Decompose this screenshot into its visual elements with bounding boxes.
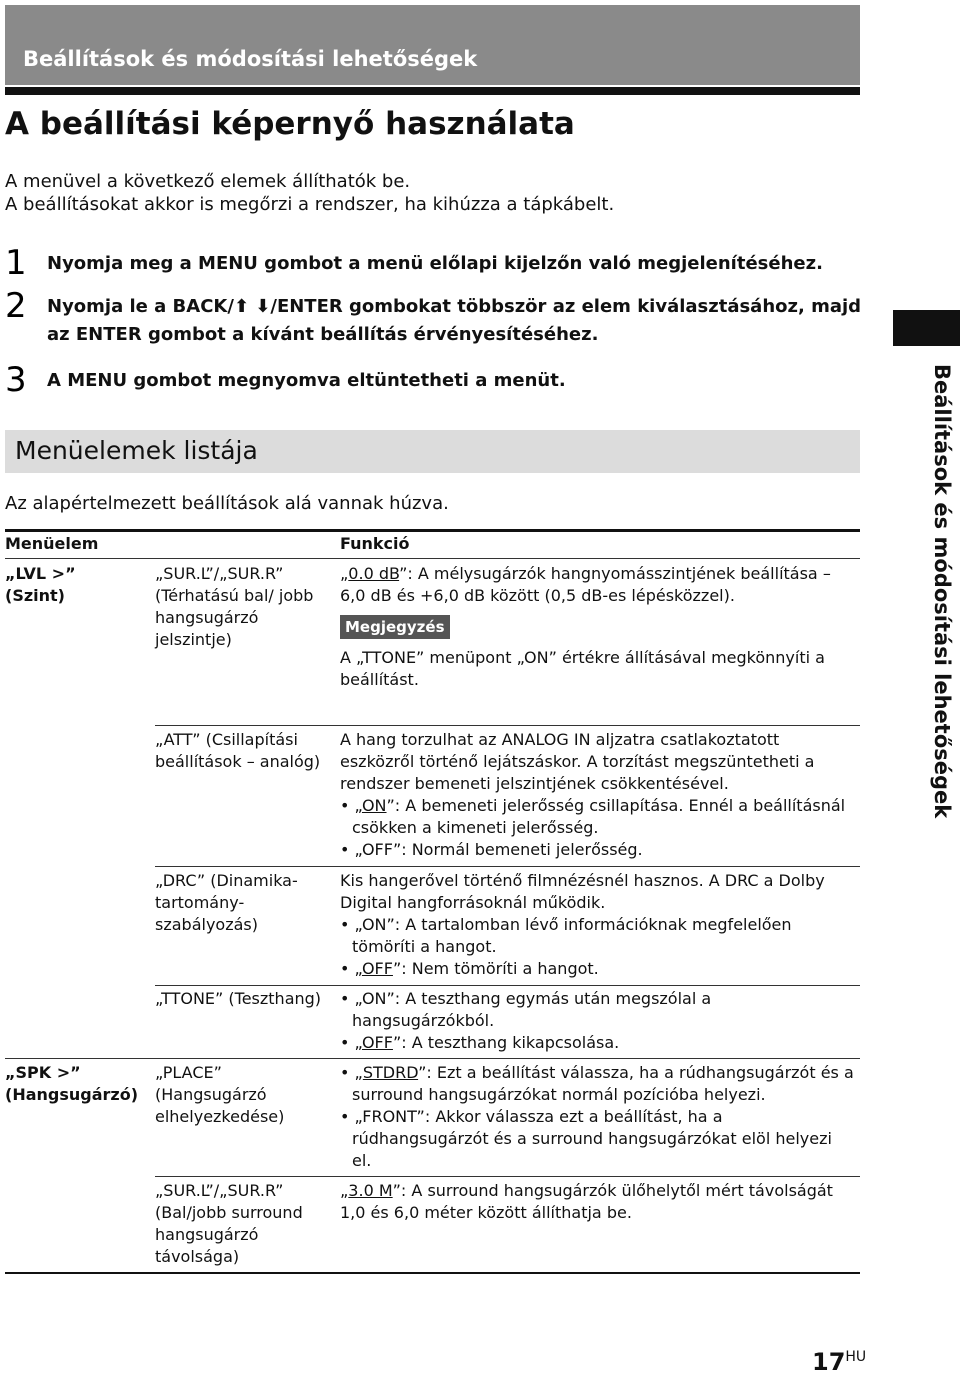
table-top-rule (5, 529, 860, 532)
func-place (340, 1062, 855, 1172)
group-lvl (5, 563, 145, 607)
page-title: A beállítási képernyő használata (5, 106, 575, 142)
func-ttone (340, 988, 855, 1054)
note (340, 615, 855, 639)
func-att (340, 729, 855, 861)
group-rule (5, 1058, 860, 1059)
note-badge: Megjegyzés (340, 615, 450, 639)
func-sur-level-text: „0.0 dB”: A mélysugárzók hangnyomásszintjének beállítása –6,0 dB és +6,0 dB között (0,5 dB-es lépésközzel). (340, 564, 831, 605)
row-rule (155, 725, 860, 726)
step-text: Nyomja meg a MENU gombot a menü előlapi kijelzőn való megjelenítéséhez. (47, 253, 823, 274)
table-bottom-rule (5, 1272, 860, 1274)
group-spk-name: „SPK >” (5, 1063, 81, 1082)
step-text: A MENU gombot megnyomva eltüntetheti a menüt. (47, 370, 566, 391)
intro-line-2: A beállításokat akkor is megőrzi a rendszer, ha kihúzza a tápkábelt. (5, 194, 615, 215)
section-title: Menüelemek listája (15, 436, 258, 465)
group-spk (5, 1062, 150, 1106)
header-band (5, 5, 860, 85)
group-lvl-name: „LVL >” (5, 564, 76, 583)
header-rule (5, 87, 860, 95)
col-header-function: Funkció (340, 534, 410, 553)
header-band-text: Beállítások és módosítási lehetőségek (23, 47, 478, 71)
page-number: $17^{HU}$ (812, 1348, 867, 1376)
func-sur-distance: „3.0 M”: A surround hangsugárzók ülőhelytől mért távolságát 1,0 és 6,0 méter között állíthatja be. (340, 1181, 833, 1222)
row-rule (155, 985, 860, 986)
group-lvl-sub: (Szint) (5, 586, 65, 605)
bullet-drc-on: • „ON”: A tartalomban lévő információknak megfelelően tömöríti a hangot. (340, 915, 792, 956)
step-text: Nyomja le a BACK/⬆ ⬇/ENTER gombokat többször az elem kiválasztásához, majd az ENTER gombot a kívánt beállítás érvényesítéséhez. (47, 296, 862, 345)
step-number: 1 (5, 243, 27, 283)
bullet-att-on: • „ON”: A bemeneti jelerősség csillapítása. Ennél a beállításnál csökken a kimeneti jelerősség. (340, 796, 846, 837)
func-att-desc: A hang torzulhat az ANALOG IN aljzatra csatlakoztatott eszközről történő lejátszáskor. A torzítást megszüntetheti a rendszer bemeneti jelszintjének csökkentésével. (340, 730, 815, 793)
item-ttone: „TTONE” (Teszthang) (155, 989, 322, 1008)
side-tab-label: Beállítások és módosítási lehetőségek (930, 364, 954, 819)
side-tab-marker (893, 310, 960, 346)
group-spk-sub: (Hangsugárzó) (5, 1085, 139, 1104)
note-text: A „TTONE” menüpont „ON” értékre állításával megkönnyíti a beállítást. (340, 648, 825, 689)
intro-text (5, 170, 845, 216)
item-sur-distance: „SUR.L”/„SUR.R” (Bal/jobb surround hangsugárzó távolsága) (155, 1181, 303, 1266)
section-subtitle: Az alapértelmezett beállítások alá vannak húzva. (5, 493, 449, 514)
table-header-rule (5, 558, 860, 559)
row-rule (155, 1176, 860, 1177)
bullet-place-stdrd: • „STDRD”: Ezt a beállítást válassza, ha a rúdhangsugárzót és a surround hangsugárzókat normál pozícióba helyezi. (340, 1063, 854, 1104)
page-lang: HU (845, 1349, 867, 1365)
default-value: 3.0 M (348, 1181, 393, 1200)
func-drc-desc: Kis hangerővel történő filmnézésnél hasznos. A DRC a Dolby Digital hangforrásoknál működik. (340, 871, 825, 912)
bullet-drc-off: • „OFF”: Nem tömöríti a hangot. (340, 959, 599, 978)
section-band (5, 430, 860, 473)
item-place: „PLACE” (Hangsugárzó elhelyezkedése) (155, 1063, 285, 1126)
intro-line-1: A menüvel a következő elemek állíthatók be. (5, 171, 411, 192)
step-number: 2 (5, 286, 27, 326)
bullet-ttone-on: • „ON”: A teszthang egymás után megszólal a hangsugárzókból. (340, 989, 712, 1030)
item-sur-level: „SUR.L”/„SUR.R” (Térhatású bal/ jobb hangsugárzó jelszintje) (155, 564, 314, 649)
bullet-place-front: • „FRONT”: Akkor válassza ezt a beállítást, ha a rúdhangsugárzót és a surround hangsugárzókat elöl helyezi el. (340, 1107, 832, 1170)
bullet-ttone-off: • „OFF”: A teszthang kikapcsolása. (340, 1033, 620, 1052)
func-sur-level (340, 563, 855, 691)
col-header-menu: Menüelem (5, 534, 99, 553)
item-drc: „DRC” (Dinamika- tartomány- szabályozás) (155, 871, 298, 934)
item-att: „ATT” (Csillapítási beállítások – analóg) (155, 730, 321, 771)
func-drc (340, 870, 855, 980)
row-rule (155, 866, 860, 867)
default-value: 0.0 dB (348, 564, 400, 583)
bullet-att-off: • „OFF”: Normál bemeneti jelerősség. (340, 840, 643, 859)
step-number: 3 (5, 360, 27, 400)
